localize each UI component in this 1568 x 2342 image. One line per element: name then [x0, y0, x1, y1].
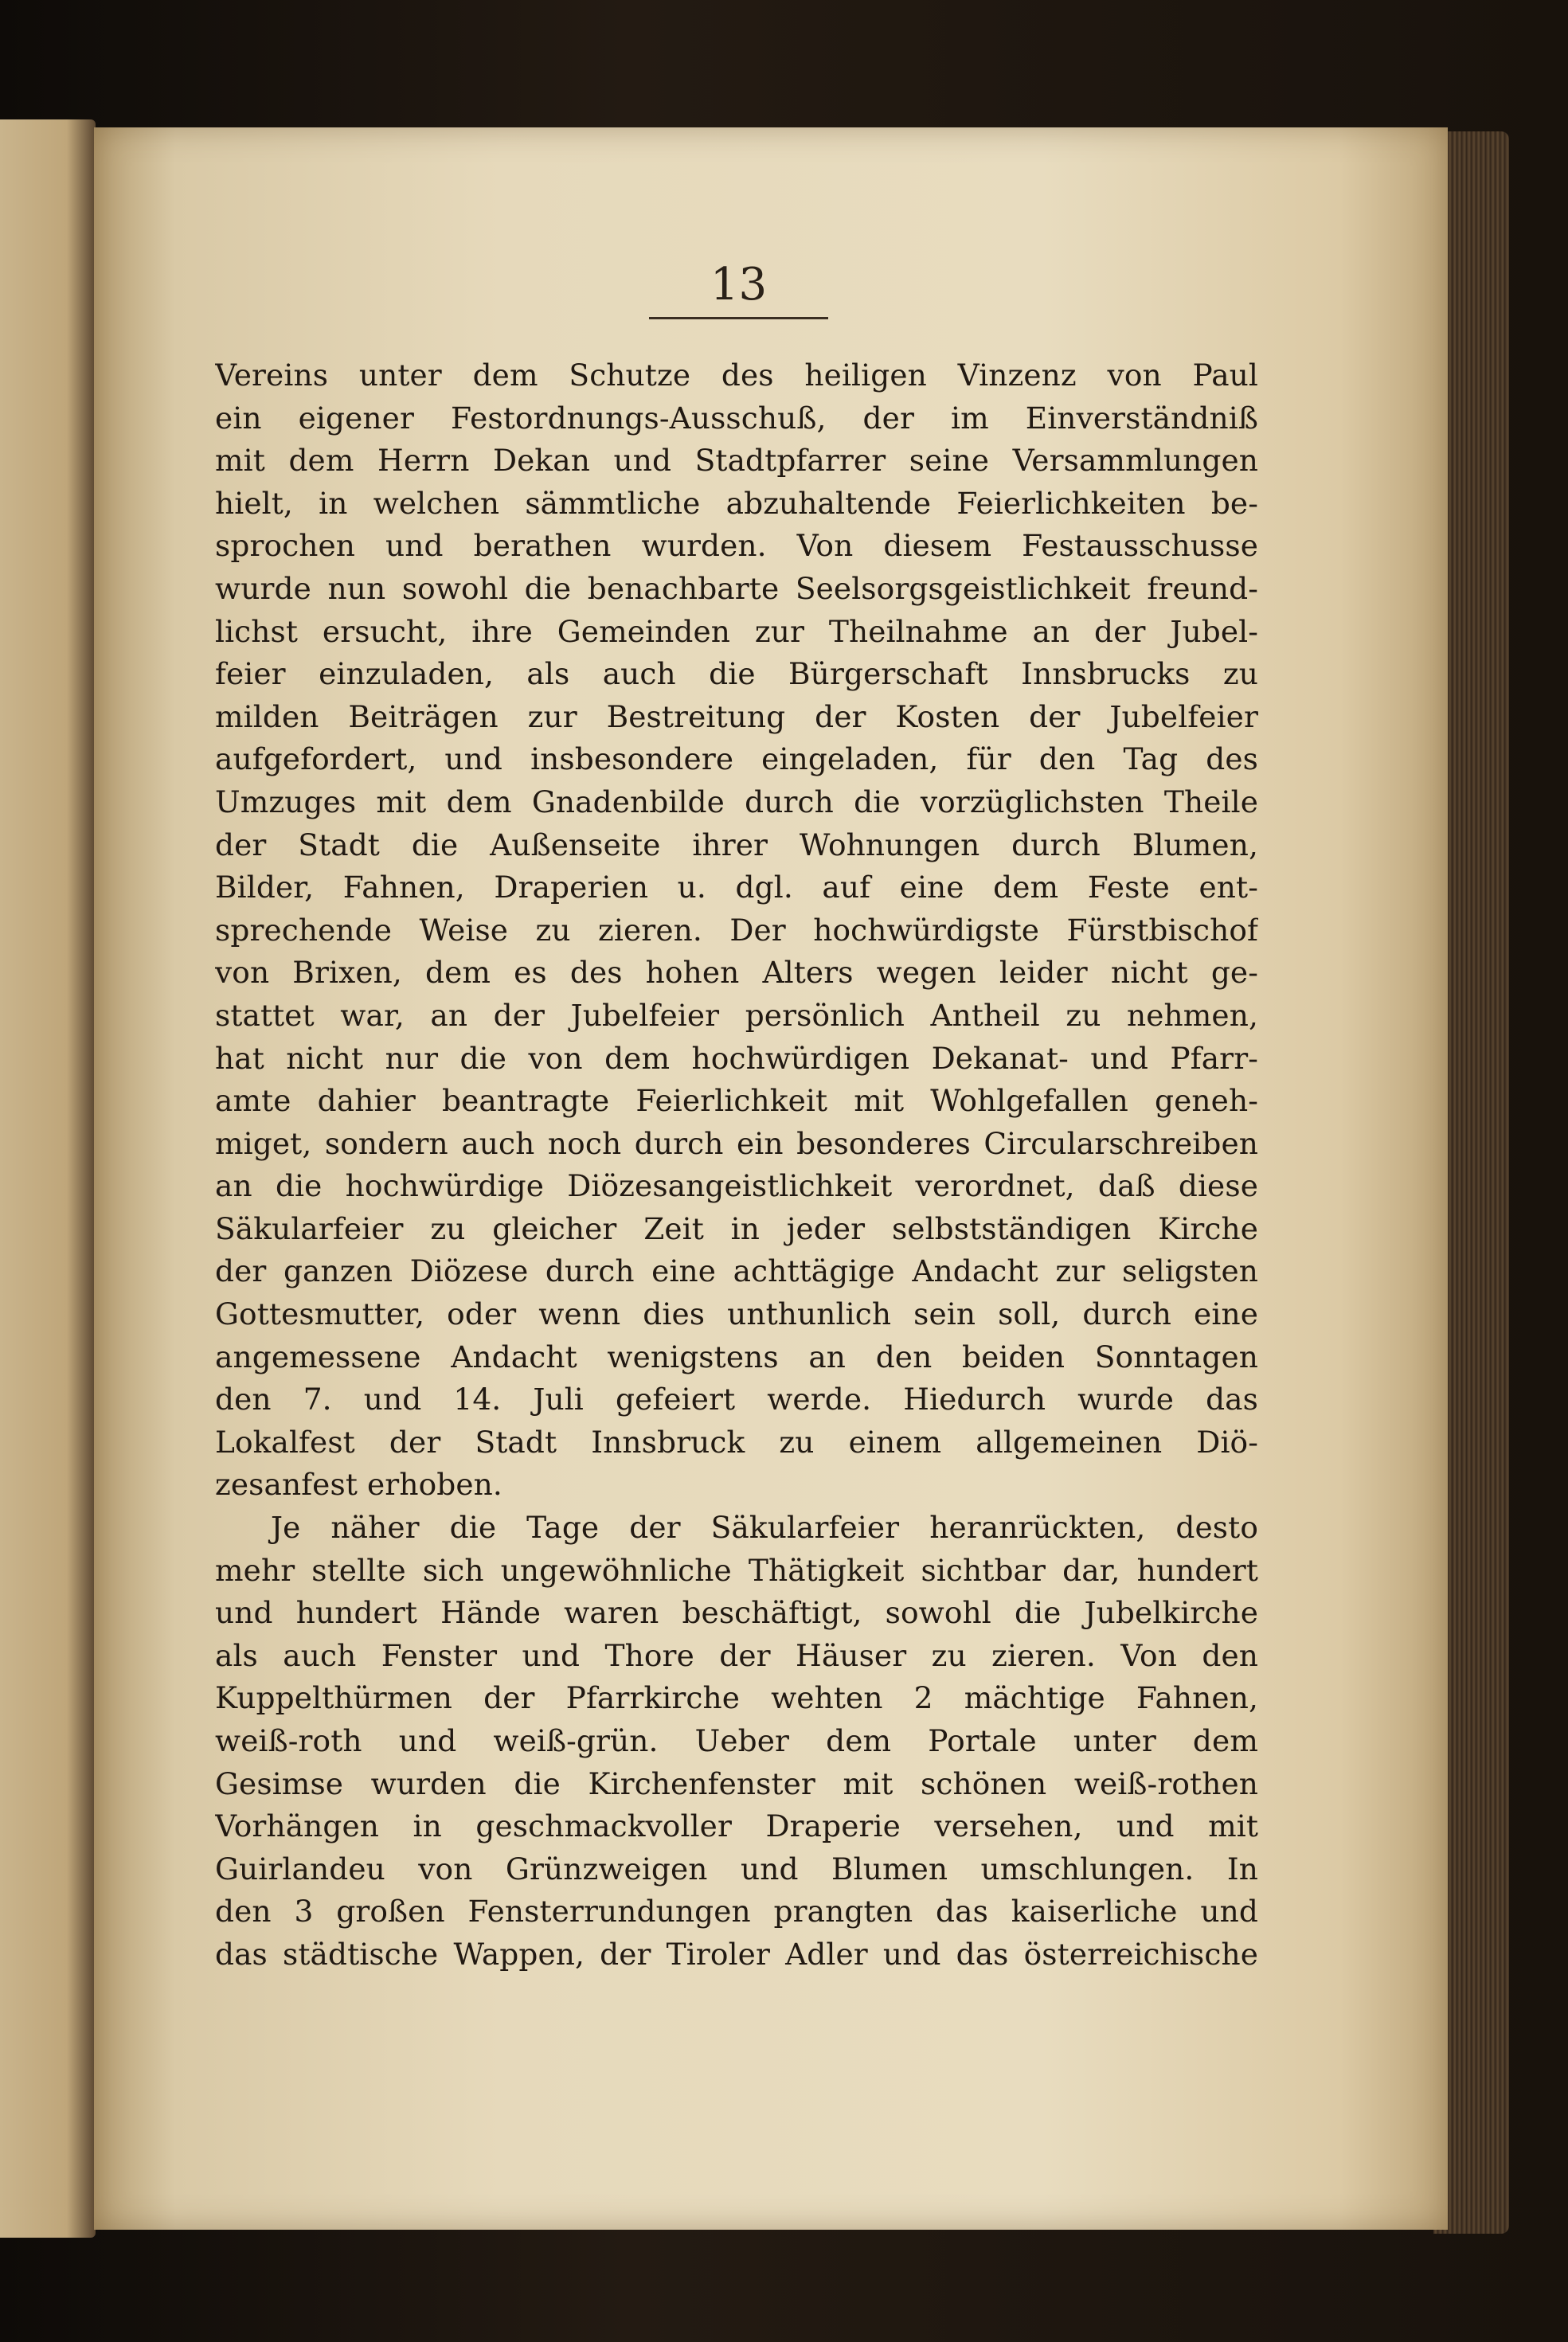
text-line: wurde nun sowohl die benachbarte Seelsorgsgeistlichkeit freund-	[215, 570, 1258, 606]
text-line: den 3 großen Fensterrundungen prangten das kaiserliche und	[215, 1894, 1258, 1930]
text-line: sprechende Weise zu zieren. Der hochwürdigste Fürstbischof	[215, 912, 1258, 948]
paragraph-indent-line: Je näher die Tage der Säkularfeier heranrückten, desto	[271, 1510, 1258, 1546]
text-line: den 7. und 14. Juli gefeiert werde. Hiedurch wurde das	[215, 1382, 1258, 1417]
text-line: angemessene Andacht wenigstens an den beiden Sonntagen	[215, 1339, 1258, 1374]
text-line: an die hochwürdige Diözesangeistlichkeit verordnet, daß diese	[215, 1168, 1258, 1204]
paragraph-end-line: zesanfest erhoben.	[215, 1467, 502, 1503]
body-text	[215, 354, 1258, 1976]
text-line: Lokalfest der Stadt Innsbruck zu einem allgemeinen Diö-	[215, 1424, 1258, 1460]
page-number: 13	[710, 259, 768, 311]
text-line: feier einzuladen, als auch die Bürgerschaft Innsbrucks zu	[215, 656, 1258, 692]
text-line: ein eigener Festordnungs-Ausschuß, der im Einverständniß	[215, 400, 1258, 436]
text-line: hielt, in welchen sämmtliche abzuhaltende Feierlichkeiten be-	[215, 485, 1258, 521]
page-number-rule	[649, 317, 828, 319]
text-line: amte dahier beantragte Feierlichkeit mit Wohlgefallen geneh-	[215, 1083, 1258, 1119]
text-line: weiß-roth und weiß-grün. Ueber dem Portale unter dem	[215, 1723, 1258, 1758]
text-line: der Stadt die Außenseite ihrer Wohnungen durch Blumen,	[215, 827, 1258, 862]
text-line: hat nicht nur die von dem hochwürdigen Dekanat- und Pfarr-	[215, 1040, 1258, 1076]
text-line: Gottesmutter, oder wenn dies unthunlich sein soll, durch eine	[215, 1296, 1258, 1332]
text-line: und hundert Hände waren beschäftigt, sowohl die Jubelkirche	[215, 1595, 1258, 1631]
text-line: mehr stellte sich ungewöhnliche Thätigkeit sichtbar dar, hundert	[215, 1552, 1258, 1588]
text-line: aufgefordert, und insbesondere eingeladen, für den Tag des	[215, 741, 1258, 777]
text-line: miget, sondern auch noch durch ein besonderes Circularschreiben	[215, 1125, 1258, 1161]
text-line: sprochen und berathen wurden. Von diesem Festausschusse	[215, 528, 1258, 564]
text-line: Vorhängen in geschmackvoller Draperie versehen, und mit	[215, 1808, 1258, 1844]
text-line: von Brixen, dem es des hohen Alters wegen leider nicht ge-	[215, 955, 1258, 991]
text-line: milden Beiträgen zur Bestreitung der Kosten der Jubelfeier	[215, 698, 1258, 734]
text-line: das städtische Wappen, der Tiroler Adler und das österreichische	[215, 1936, 1258, 1972]
text-line: der ganzen Diözese durch eine achttägige Andacht zur seligsten	[215, 1253, 1258, 1289]
text-line: Kuppelthürmen der Pfarrkirche wehten 2 mächtige Fahnen,	[215, 1680, 1258, 1716]
text-line: lichst ersucht, ihre Gemeinden zur Theilnahme an der Jubel-	[215, 613, 1258, 649]
text-line: Vereins unter dem Schutze des heiligen Vinzenz von Paul	[215, 358, 1258, 393]
text-line: mit dem Herrn Dekan und Stadtpfarrer seine Versammlungen	[215, 443, 1258, 479]
previous-page-edge	[0, 119, 96, 2238]
text-line: Umzuges mit dem Gnadenbilde durch die vorzüglichsten Theile	[215, 784, 1258, 819]
text-line: Guirlandeu von Grünzweigen und Blumen umschlungen. In	[215, 1851, 1258, 1887]
text-line: stattet war, an der Jubelfeier persönlich Antheil zu nehmen,	[215, 997, 1258, 1033]
text-line: Bilder, Fahnen, Draperien u. dgl. auf eine dem Feste ent-	[215, 870, 1258, 905]
text-line: Säkularfeier zu gleicher Zeit in jeder selbstständigen Kirche	[215, 1210, 1258, 1246]
text-line: Gesimse wurden die Kirchenfenster mit schönen weiß-rothen	[215, 1765, 1258, 1801]
text-line: als auch Fenster und Thore der Häuser zu zieren. Von den	[215, 1637, 1258, 1673]
